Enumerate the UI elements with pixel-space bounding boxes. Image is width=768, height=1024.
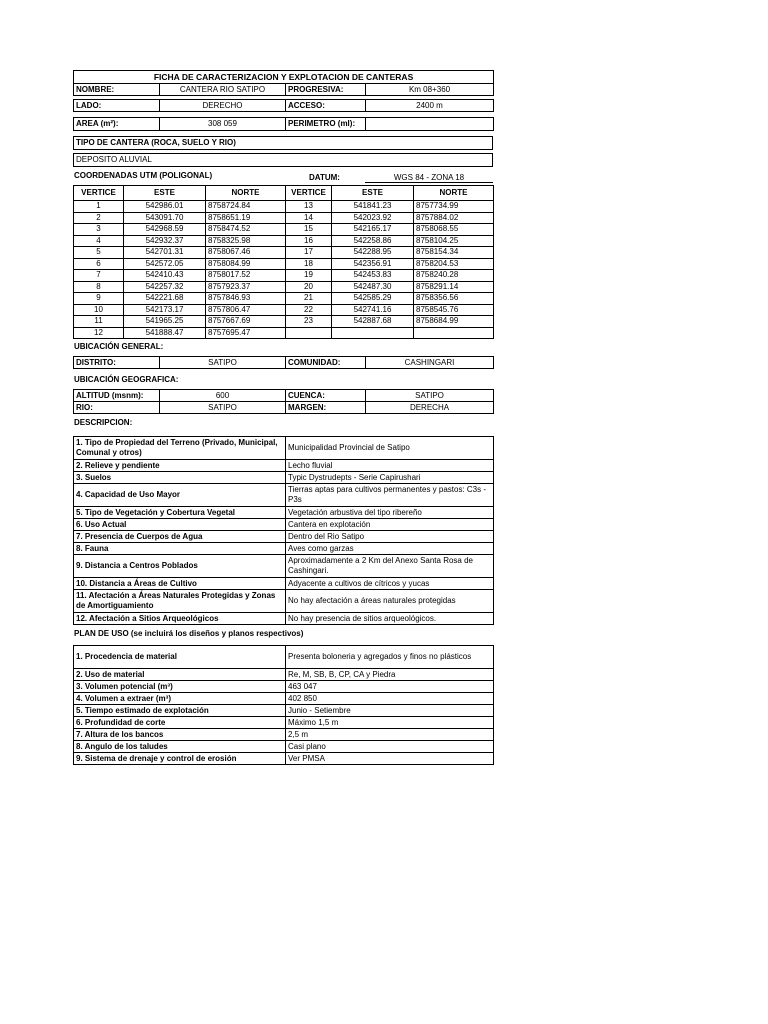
coords-cell: 8757923.37 [206, 281, 286, 293]
cuenca-label: CUENCA: [286, 390, 366, 402]
descripcion-row [74, 590, 494, 613]
progresiva-label: PROGRESIVA: [286, 84, 366, 96]
coords-cell: 6 [74, 258, 124, 270]
coords-cell: 8758291.14 [414, 281, 494, 293]
ubicacion-geografica-label: UBICACIÓN GEOGRAFICA: [74, 375, 179, 384]
descripcion-row-label: 8. Fauna [74, 543, 286, 555]
perimetro-value [366, 118, 494, 131]
coords-cell: 8758084.99 [206, 258, 286, 270]
comunidad-label: COMUNIDAD: [286, 357, 366, 369]
plan-row-label: 4. Volumen a extraer (m³) [74, 693, 286, 705]
coords-cell: 4 [74, 235, 124, 247]
plan-row-value: Máximo 1,5 m [286, 717, 494, 729]
plan-row-value: 402 850 [286, 693, 494, 705]
descripcion-label: DESCRIPCION: [74, 418, 133, 427]
descripcion-row-value: Typic Dystrudepts - Serie Capirushari [286, 472, 494, 484]
plan-row [74, 729, 494, 741]
descripcion-row-label: 6. Uso Actual [74, 519, 286, 531]
coords-cell: 8758067.46 [206, 247, 286, 259]
coords-cell: 8758651.19 [206, 212, 286, 224]
descripcion-row-value: Aves como garzas [286, 543, 494, 555]
descripcion-row-label: 11. Afectación a Áreas Naturales Protegidas y Zonas de Amortiguamiento [74, 590, 286, 613]
coords-cell: 15 [286, 224, 332, 236]
coords-cell: 8757884.02 [414, 212, 494, 224]
ubicacion-general-label: UBICACIÓN GENERAL: [74, 342, 164, 351]
coords-datum-row [73, 167, 493, 185]
coords-cell: 542968.59 [124, 224, 206, 236]
area-table [73, 117, 494, 131]
plan-table [73, 645, 494, 765]
margen-value: DERECHA [366, 402, 494, 414]
coords-cell: 11 [74, 316, 124, 328]
coords-cell: 3 [74, 224, 124, 236]
tipo-label: TIPO DE CANTERA (ROCA, SUELO Y RIO) [74, 137, 493, 150]
plan-row-value: Casi plano [286, 741, 494, 753]
coords-cell: 541888.47 [124, 327, 206, 339]
coords-cell [332, 327, 414, 339]
plan-row-label: 8. Angulo de los taludes [74, 741, 286, 753]
coords-cell: 542221.68 [124, 293, 206, 305]
coords-cell: 8757695.47 [206, 327, 286, 339]
coords-cell: 8758204.53 [414, 258, 494, 270]
plan-row-label: 2. Uso de material [74, 669, 286, 681]
coords-cell: 8758545.76 [414, 304, 494, 316]
coords-cell: 8757734.99 [414, 201, 494, 213]
ubicacion-geografica-table [73, 389, 494, 414]
coords-table [73, 185, 494, 339]
plan-row [74, 741, 494, 753]
coords-row [74, 304, 494, 316]
area-value: 308 059 [160, 118, 286, 131]
coords-cell: 8758104.25 [414, 235, 494, 247]
descripcion-row [74, 613, 494, 625]
coords-header-cell: ESTE [124, 186, 206, 201]
descripcion-row [74, 437, 494, 460]
plan-row [74, 646, 494, 669]
plan-row [74, 705, 494, 717]
descripcion-row [74, 578, 494, 590]
coords-cell: 8758474.52 [206, 224, 286, 236]
descripcion-row-label: 12. Afectación a Sitios Arqueológicos [74, 613, 286, 625]
tipo-table [73, 136, 493, 150]
coords-cell: 542165.17 [332, 224, 414, 236]
distrito-label: DISTRITO: [74, 357, 160, 369]
descripcion-row-value: Tierras aptas para cultivos permanentes y pastos: C3s - P3s [286, 484, 494, 507]
coords-cell: 8758154.34 [414, 247, 494, 259]
tipo-value-table [73, 153, 493, 167]
plan-row-label: 7. Altura de los bancos [74, 729, 286, 741]
lado-label: LADO: [74, 100, 160, 112]
coords-cell: 543091.70 [124, 212, 206, 224]
side-table [73, 99, 494, 112]
coords-cell: 12 [74, 327, 124, 339]
plan-row [74, 753, 494, 765]
plan-row-label: 9. Sistema de drenaje y control de erosión [74, 753, 286, 765]
acceso-value: 2400 m [366, 100, 494, 112]
coords-cell: 542173.17 [124, 304, 206, 316]
coords-cell: 10 [74, 304, 124, 316]
coords-cell: 8758068.55 [414, 224, 494, 236]
plan-row-label: 6. Profundidad de corte [74, 717, 286, 729]
coords-cell: 22 [286, 304, 332, 316]
rio-label: RIO: [74, 402, 160, 414]
coords-cell: 8758240.28 [414, 270, 494, 282]
coords-row [74, 258, 494, 270]
plan-row-label: 5. Tiempo estimado de explotación [74, 705, 286, 717]
coords-header-cell: VERTICE [286, 186, 332, 201]
coords-cell: 8 [74, 281, 124, 293]
comunidad-value: CASHINGARI [366, 357, 494, 369]
coords-cell: 541841.23 [332, 201, 414, 213]
coords-cell: 542932.37 [124, 235, 206, 247]
coords-cell: 9 [74, 293, 124, 305]
coords-cell: 542887.68 [332, 316, 414, 328]
coords-cell: 2 [74, 212, 124, 224]
plan-row-value: Ver PMSA [286, 753, 494, 765]
datum-label: DATUM: [309, 173, 340, 182]
descripcion-row [74, 543, 494, 555]
coords-cell: 17 [286, 247, 332, 259]
plan-row-label: 3. Volumen potencial (m³) [74, 681, 286, 693]
coords-row [74, 212, 494, 224]
coords-cell: 23 [286, 316, 332, 328]
descripcion-row-value: Lecho fluvial [286, 460, 494, 472]
plan-row-label: 1. Procedencia de material [74, 646, 286, 669]
altitud-value: 600 [160, 390, 286, 402]
coords-row [74, 293, 494, 305]
coords-cell: 542986.01 [124, 201, 206, 213]
descripcion-row-label: 4. Capacidad de Uso Mayor [74, 484, 286, 507]
nombre-value: CANTERA RIO SATIPO [160, 84, 286, 96]
quarry-sheet [73, 70, 493, 765]
plan-row-value: Presenta boloneria y agregados y finos no plásticos [286, 646, 494, 669]
coords-cell: 542410.43 [124, 270, 206, 282]
header-table [73, 70, 494, 96]
coords-row [74, 270, 494, 282]
coords-cell: 542487.30 [332, 281, 414, 293]
coords-cell: 8757806.47 [206, 304, 286, 316]
coords-row [74, 327, 494, 339]
coords-row [74, 224, 494, 236]
coords-cell: 542585.29 [332, 293, 414, 305]
coords-cell: 20 [286, 281, 332, 293]
coords-cell: 16 [286, 235, 332, 247]
distrito-value: SATIPO [160, 357, 286, 369]
coords-header-row [74, 186, 494, 201]
descripcion-row-label: 9. Distancia a Centros Poblados [74, 555, 286, 578]
coords-row [74, 247, 494, 259]
altitud-label: ALTITUD (msnm): [74, 390, 160, 402]
coords-row [74, 316, 494, 328]
plan-row-value: Re, M, SB, B, CP, CA y Piedra [286, 669, 494, 681]
coords-cell: 21 [286, 293, 332, 305]
coords-header-cell: NORTE [206, 186, 286, 201]
coords-cell: 542258.86 [332, 235, 414, 247]
descripcion-row-label: 10. Distancia a Áreas de Cultivo [74, 578, 286, 590]
descripcion-row [74, 460, 494, 472]
descripcion-row-value: Vegetación arbustiva del tipo ribereño [286, 507, 494, 519]
descripcion-row [74, 555, 494, 578]
descripcion-row-value: Dentro del Rio Satipo [286, 531, 494, 543]
coords-cell: 542741.16 [332, 304, 414, 316]
plan-row-value: 2,5 m [286, 729, 494, 741]
coords-cell: 1 [74, 201, 124, 213]
descripcion-row-label: 7. Presencia de Cuerpos de Agua [74, 531, 286, 543]
plan-row [74, 693, 494, 705]
coords-cell [286, 327, 332, 339]
descripcion-row [74, 519, 494, 531]
coords-cell: 541965.25 [124, 316, 206, 328]
coords-cell: 8757846.93 [206, 293, 286, 305]
coords-cell: 14 [286, 212, 332, 224]
plan-row [74, 717, 494, 729]
descripcion-table [73, 436, 494, 625]
coords-cell: 8758325.98 [206, 235, 286, 247]
lado-value: DERECHO [160, 100, 286, 112]
coords-cell: 13 [286, 201, 332, 213]
coords-row [74, 201, 494, 213]
sheet-title: FICHA DE CARACTERIZACION Y EXPLOTACION DE CANTERAS [74, 71, 494, 84]
plan-label: PLAN DE USO (se incluirá los diseños y planos respectivos) [74, 629, 304, 638]
acceso-label: ACCESO: [286, 100, 366, 112]
descripcion-row-label: 1. Tipo de Propiedad del Terreno (Privado, Municipal, Comunal y otros) [74, 437, 286, 460]
datum-value: WGS 84 - ZONA 18 [365, 173, 493, 183]
descripcion-row-value: No hay afectación a áreas naturales protegidas [286, 590, 494, 613]
nombre-label: NOMBRE: [74, 84, 160, 96]
progresiva-value: Km 08+360 [366, 84, 494, 96]
coords-header-cell: NORTE [414, 186, 494, 201]
coords-cell: 542356.91 [332, 258, 414, 270]
ubicacion-general-table [73, 356, 494, 369]
coords-row [74, 281, 494, 293]
coords-header-cell: ESTE [332, 186, 414, 201]
descripcion-row [74, 507, 494, 519]
descripcion-row [74, 472, 494, 484]
coords-cell: 8758017.52 [206, 270, 286, 282]
coords-cell: 542572.05 [124, 258, 206, 270]
descripcion-row-label: 5. Tipo de Vegetación y Cobertura Vegetal [74, 507, 286, 519]
coords-cell: 8757667.69 [206, 316, 286, 328]
coords-label: COORDENADAS UTM (POLIGONAL) [74, 171, 213, 180]
cuenca-value: SATIPO [366, 390, 494, 402]
descripcion-row-value: Cantera en explotación [286, 519, 494, 531]
plan-row [74, 681, 494, 693]
coords-row [74, 235, 494, 247]
descripcion-row [74, 531, 494, 543]
coords-cell: 542453.83 [332, 270, 414, 282]
coords-cell: 7 [74, 270, 124, 282]
rio-value: SATIPO [160, 402, 286, 414]
coords-cell [414, 327, 494, 339]
tipo-value: DEPOSITO ALUVIAL [74, 154, 493, 167]
coords-cell: 542288.95 [332, 247, 414, 259]
coords-cell: 5 [74, 247, 124, 259]
descripcion-row-value: No hay presencia de sitios arqueológicos. [286, 613, 494, 625]
descripcion-row-label: 3. Suelos [74, 472, 286, 484]
coords-cell: 542023.92 [332, 212, 414, 224]
coords-cell: 19 [286, 270, 332, 282]
descripcion-row-value: Adyacente a cultivos de cítricos y yucas [286, 578, 494, 590]
descripcion-row [74, 484, 494, 507]
coords-cell: 8758684.99 [414, 316, 494, 328]
descripcion-row-value: Municipalidad Provincial de Satipo [286, 437, 494, 460]
plan-row [74, 669, 494, 681]
area-label: AREA (m²): [74, 118, 160, 131]
descripcion-row-label: 2. Relieve y pendiente [74, 460, 286, 472]
descripcion-row-value: Aproximadamente a 2 Km del Anexo Santa Rosa de Cashingari. [286, 555, 494, 578]
perimetro-label: PERIMETRO (ml): [286, 118, 366, 131]
margen-label: MARGEN: [286, 402, 366, 414]
coords-cell: 8758724.84 [206, 201, 286, 213]
coords-header-cell: VERTICE [74, 186, 124, 201]
plan-row-value: 463 047 [286, 681, 494, 693]
coords-cell: 18 [286, 258, 332, 270]
coords-cell: 542257.32 [124, 281, 206, 293]
coords-cell: 542701.31 [124, 247, 206, 259]
plan-row-value: Junio - Setiembre [286, 705, 494, 717]
coords-cell: 8758356.56 [414, 293, 494, 305]
